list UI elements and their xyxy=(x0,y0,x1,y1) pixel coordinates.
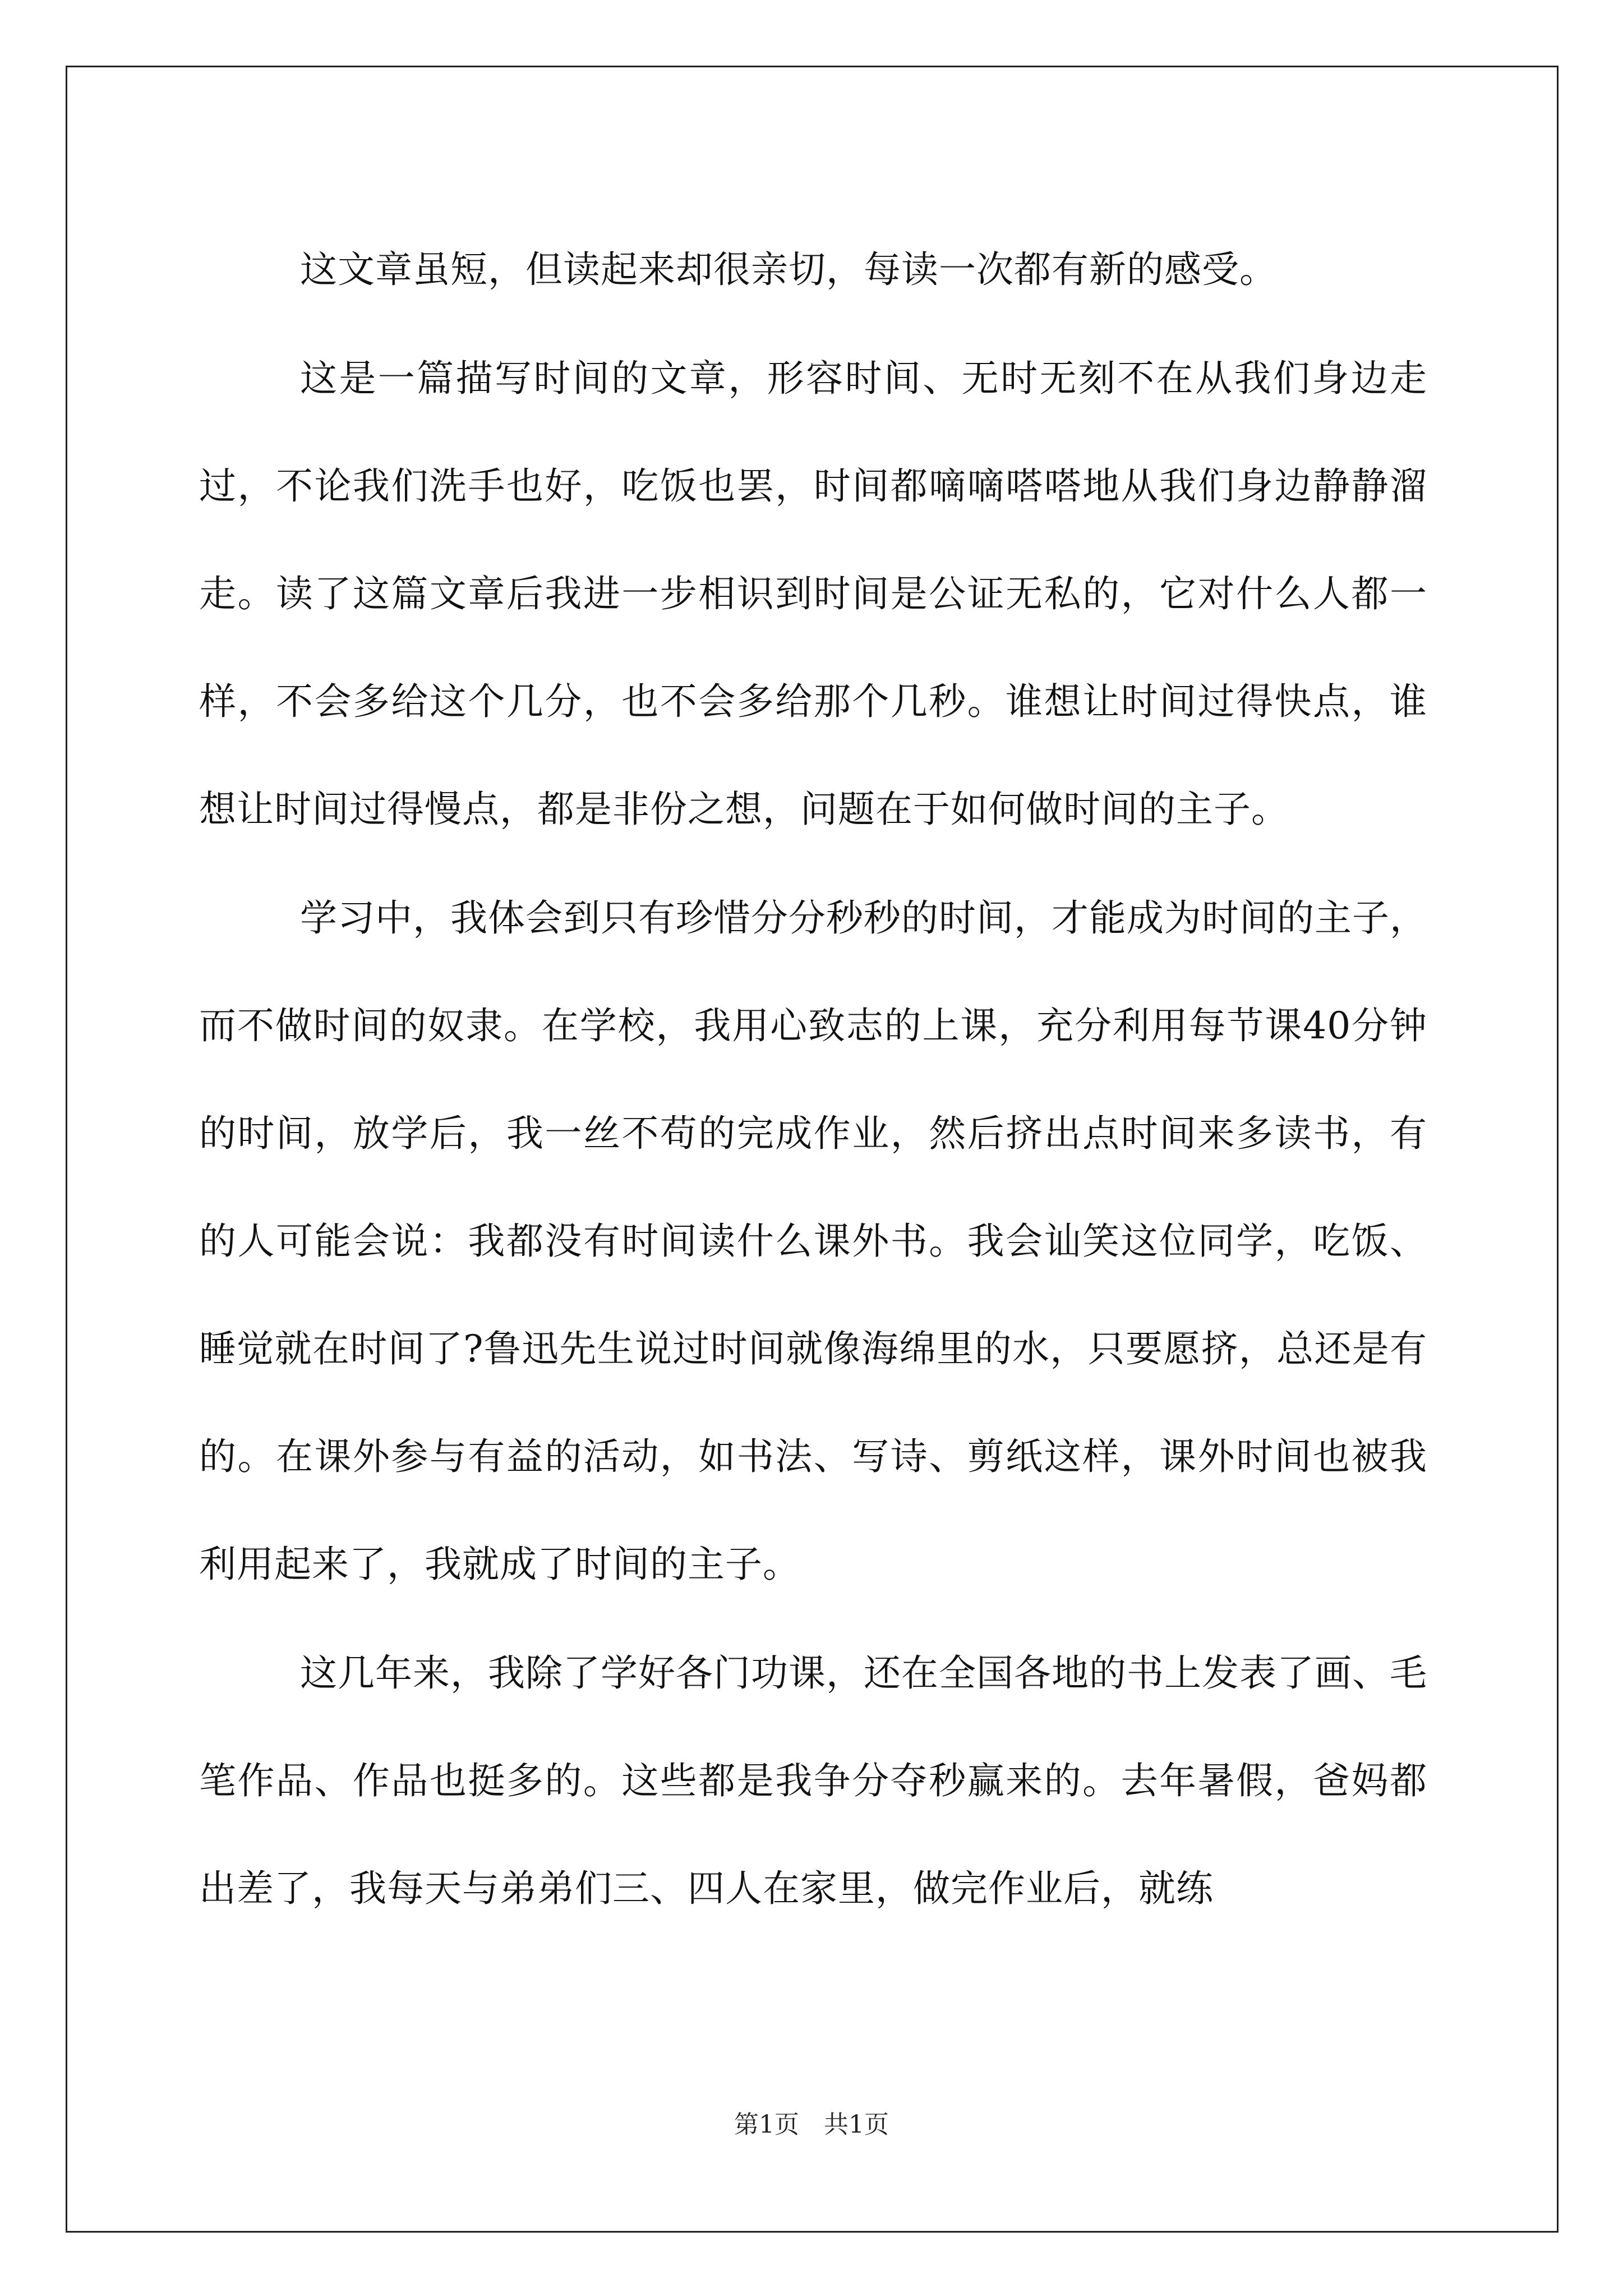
paragraph: 这是一篇描写时间的文章，形容时间、无时无刻不在从我们身边走过，不论我们洗手也好，吃饭也罢，时间都嘀嘀嗒嗒地从我们身边静静溜走。读了这篇文章后我进一步相识到时间是公证无私的，它对什么人都一样，不会多给这个几分，也不会多给那个几秒。谁想让时间过得快点，谁想让时间过得慢点，都是非份之想，问题在于如何做时间的主子。 xyxy=(199,357,1427,831)
page-footer: 第1页 共1页 xyxy=(734,2110,889,2139)
paragraph: 这文章虽短，但读起来却很亲切，每读一次都有新的感受。 xyxy=(300,248,1277,291)
document-body xyxy=(199,216,1427,1944)
paragraph: 学习中，我体会到只有珍惜分分秒秒的时间，才能成为时间的主子，而不做时间的奴隶。在学校，我用心致志的上课，充分利用每节课40分钟的时间，放学后，我一丝不苟的完成作业，然后挤出点时间来多读书，有的人可能会说：我都没有时间读什么课外书。我会讪笑这位同学，吃饭、睡觉就在时间了?鲁迅先生说过时间就像海绵里的水，只要愿挤，总还是有的。在课外参与有益的活动，如书法、写诗、剪纸这样，课外时间也被我利用起来了，我就成了时间的主子。 xyxy=(199,896,1427,1586)
paragraph: 这几年来，我除了学好各门功课，还在全国各地的书上发表了画、毛笔作品、作品也挺多的。这些都是我争分夺秒赢来的。去年暑假，爸妈都出差了，我每天与弟弟们三、四人在家里，做完作业后，就练 xyxy=(199,1651,1427,1910)
